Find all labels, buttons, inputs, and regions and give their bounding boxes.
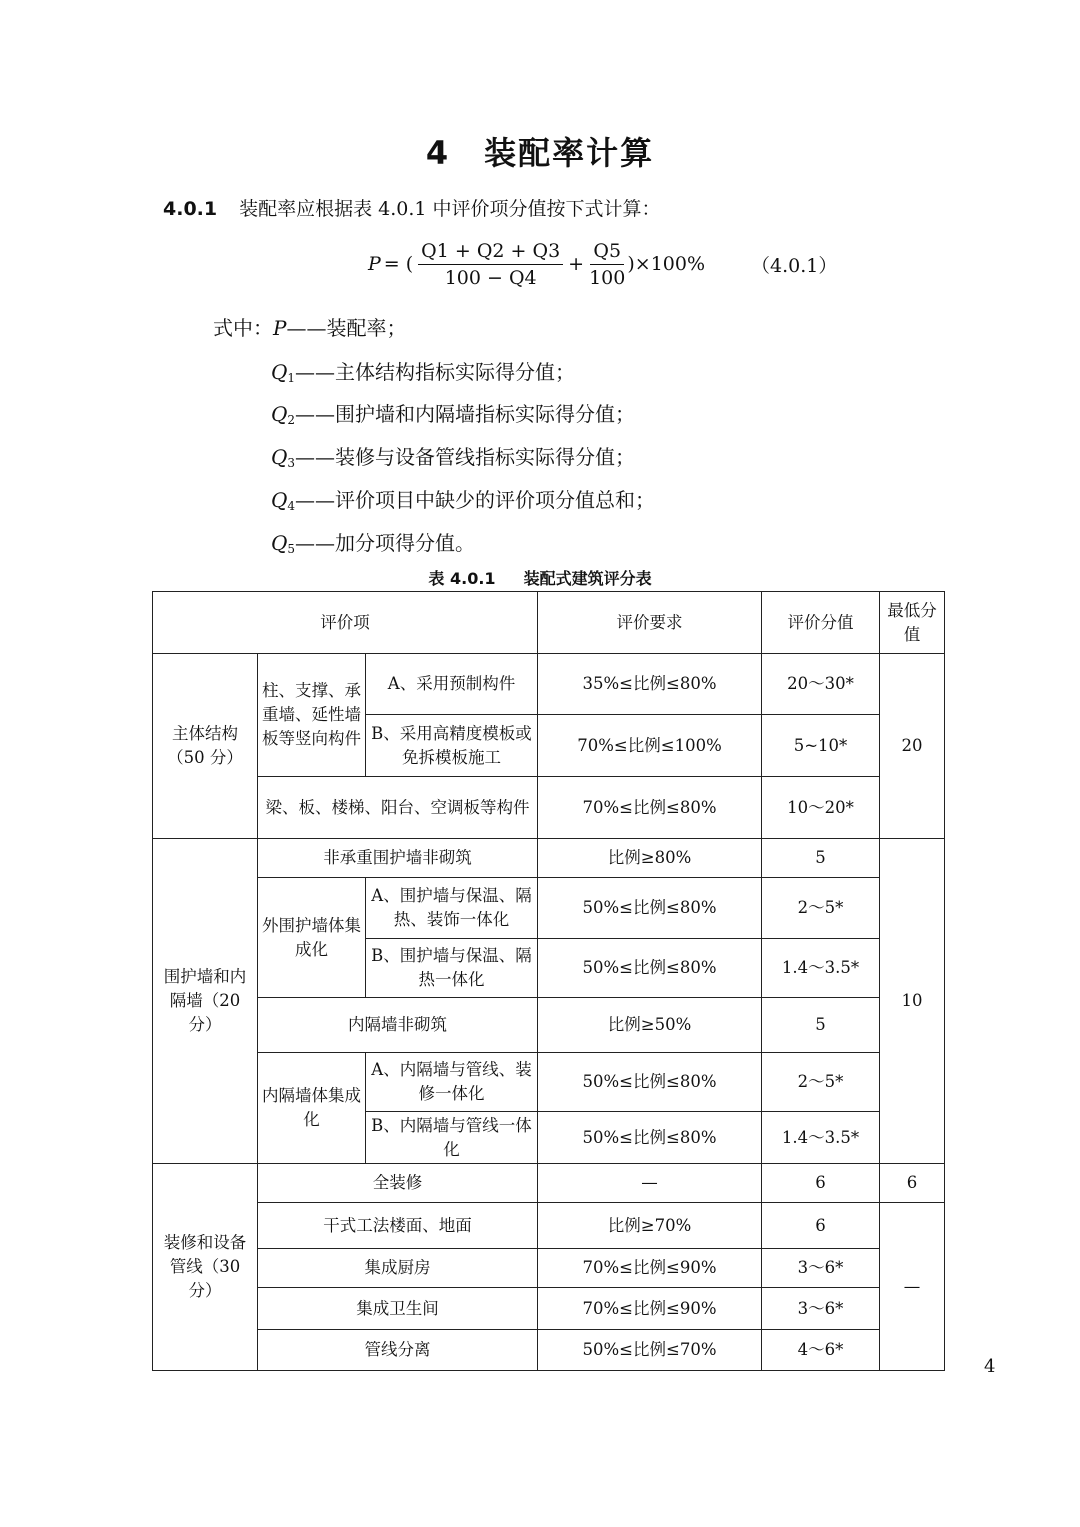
header-item: 评价项 — [153, 592, 538, 654]
requirement-cell: 比例≥50% — [538, 998, 762, 1053]
page-title — [0, 128, 1080, 174]
clause-4-0-1 — [163, 194, 661, 224]
formula-fraction-1 — [418, 239, 563, 290]
score-cell: 6 — [762, 1164, 880, 1203]
definition-subscript: 4 — [287, 499, 296, 513]
min-score-full-decoration: 6 — [880, 1164, 945, 1203]
requirement-cell: 70%≤比例≤90% — [538, 1288, 762, 1330]
definition-q4 — [271, 485, 655, 521]
requirement-cell: 50%≤比例≤80% — [538, 878, 762, 939]
definition-subscript: 2 — [287, 413, 296, 427]
score-cell: 3～6* — [762, 1249, 880, 1288]
min-score-main-structure: 20 — [880, 654, 945, 839]
table-caption-number: 表 4.0.1 — [428, 569, 496, 588]
table-caption — [0, 566, 1080, 589]
table-row — [153, 1203, 945, 1249]
requirement-cell: 70%≤比例≤100% — [538, 715, 762, 777]
item-cell: 干式工法楼面、地面 — [258, 1203, 538, 1249]
requirement-cell: 50%≤比例≤80% — [538, 1053, 762, 1112]
item-cell: A、围护墙与保温、隔热、装饰一体化 — [366, 878, 538, 939]
definition-text: ——围护墙和内隔墙指标实际得分值； — [295, 402, 636, 426]
definition-q5 — [271, 528, 475, 564]
definition-text: ——加分项得分值。 — [295, 531, 476, 555]
min-score-walls: 10 — [880, 839, 945, 1164]
definition-q2 — [271, 399, 635, 435]
formula-tail: )×100% — [627, 253, 706, 275]
table-row — [153, 878, 945, 939]
requirement-cell: 50%≤比例≤70% — [538, 1330, 762, 1371]
item-cell: 梁、板、楼梯、阳台、空调板等构件 — [258, 777, 538, 839]
definition-symbol: Q — [271, 531, 288, 555]
item-cell: B、内隔墙与管线一体化 — [366, 1112, 538, 1164]
requirement-cell: — — [538, 1164, 762, 1203]
min-score-decoration-rest: — — [880, 1203, 945, 1371]
definition-q3 — [271, 442, 635, 478]
requirement-cell: 35%≤比例≤80% — [538, 654, 762, 715]
definition-text: ——装修与设备管线指标实际得分值； — [295, 445, 636, 469]
score-cell: 2～5* — [762, 878, 880, 939]
header-score: 评价分值 — [762, 592, 880, 654]
requirement-cell: 70%≤比例≤90% — [538, 1249, 762, 1288]
score-cell: 1.4～3.5* — [762, 939, 880, 998]
group-exterior-wall-integration: 外围护墙体集成化 — [258, 878, 366, 998]
formula-eq: = ( — [383, 253, 414, 275]
definitions-intro: 式中： — [213, 316, 273, 340]
requirement-cell: 70%≤比例≤80% — [538, 777, 762, 839]
table-row — [153, 1053, 945, 1112]
group-vertical-members: 柱、支撑、承重墙、延性墙板等竖向构件 — [258, 654, 366, 777]
definition-p — [213, 313, 406, 343]
equation-number: （4.0.1） — [751, 254, 838, 277]
page-number: 4 — [984, 1356, 996, 1377]
item-cell: A、内隔墙与管线、装修一体化 — [366, 1053, 538, 1112]
score-cell: 20～30* — [762, 654, 880, 715]
definition-symbol: Q — [271, 360, 288, 384]
score-cell: 2～5* — [762, 1053, 880, 1112]
definition-text: ——评价项目中缺少的评价项分值总和； — [295, 488, 656, 512]
item-cell: 内隔墙非砌筑 — [258, 998, 538, 1053]
definition-text: ——主体结构指标实际得分值； — [295, 360, 576, 384]
definition-q1 — [271, 357, 575, 393]
definition-symbol: Q — [271, 445, 288, 469]
definition-symbol: P — [273, 316, 287, 340]
header-min-score: 最低分值 — [880, 592, 945, 654]
fraction-2-denominator: 100 — [589, 266, 626, 289]
item-cell: 非承重围护墙非砌筑 — [258, 839, 538, 878]
item-cell: B、采用高精度模板或免拆模板施工 — [366, 715, 538, 777]
formula-plus: + — [568, 253, 585, 275]
clause-number: 4.0.1 — [163, 198, 218, 220]
requirement-cell: 50%≤比例≤80% — [538, 1112, 762, 1164]
formula-fraction-2 — [589, 239, 625, 290]
score-cell: 5 — [762, 998, 880, 1053]
table-row — [153, 998, 945, 1053]
category-main-structure: 主体结构（50 分） — [153, 654, 258, 839]
fraction-1-denominator: 100 − Q4 — [444, 266, 537, 289]
score-cell: 3～6* — [762, 1288, 880, 1330]
item-cell: B、围护墙与保温、隔热一体化 — [366, 939, 538, 998]
definition-symbol: Q — [271, 402, 288, 426]
item-cell: 集成厨房 — [258, 1249, 538, 1288]
group-interior-wall-integration: 内隔墙体集成化 — [258, 1053, 366, 1164]
table-row — [153, 1330, 945, 1371]
table-row — [153, 654, 945, 715]
definition-subscript: 3 — [287, 456, 296, 470]
table-row — [153, 1288, 945, 1330]
formula — [368, 234, 837, 294]
score-cell: 4～6* — [762, 1330, 880, 1371]
requirement-cell: 比例≥80% — [538, 839, 762, 878]
item-cell: 全装修 — [258, 1164, 538, 1203]
table-row — [153, 1164, 945, 1203]
score-cell: 6 — [762, 1203, 880, 1249]
definition-text: ——装配率； — [286, 316, 407, 340]
score-cell: 1.4～3.5* — [762, 1112, 880, 1164]
definition-subscript: 1 — [287, 371, 296, 385]
table-header-row — [153, 592, 945, 654]
header-requirement: 评价要求 — [538, 592, 762, 654]
category-decoration: 装修和设备管线（30 分） — [153, 1164, 258, 1371]
table-row — [153, 1249, 945, 1288]
chapter-number: 4 — [425, 134, 451, 172]
item-cell: A、采用预制构件 — [366, 654, 538, 715]
chapter-title: 装配率计算 — [484, 134, 655, 172]
definition-subscript: 5 — [287, 542, 296, 556]
scoring-table — [152, 591, 945, 1371]
requirement-cell: 比例≥70% — [538, 1203, 762, 1249]
clause-text: 装配率应根据表 4.0.1 中评价项分值按下式计算： — [239, 198, 661, 220]
item-cell: 集成卫生间 — [258, 1288, 538, 1330]
score-cell: 5~10* — [762, 715, 880, 777]
score-cell: 10～20* — [762, 777, 880, 839]
requirement-cell: 50%≤比例≤80% — [538, 939, 762, 998]
item-cell: 管线分离 — [258, 1330, 538, 1371]
fraction-1-numerator: Q1 + Q2 + Q3 — [418, 239, 563, 265]
formula-lhs: P — [368, 253, 381, 275]
score-cell: 5 — [762, 839, 880, 878]
category-walls: 围护墙和内隔墙（20 分） — [153, 839, 258, 1164]
fraction-2-numerator: Q5 — [590, 239, 624, 265]
table-row — [153, 839, 945, 878]
definition-symbol: Q — [271, 488, 288, 512]
table-row — [153, 777, 945, 839]
table-caption-text: 装配式建筑评分表 — [523, 569, 652, 588]
